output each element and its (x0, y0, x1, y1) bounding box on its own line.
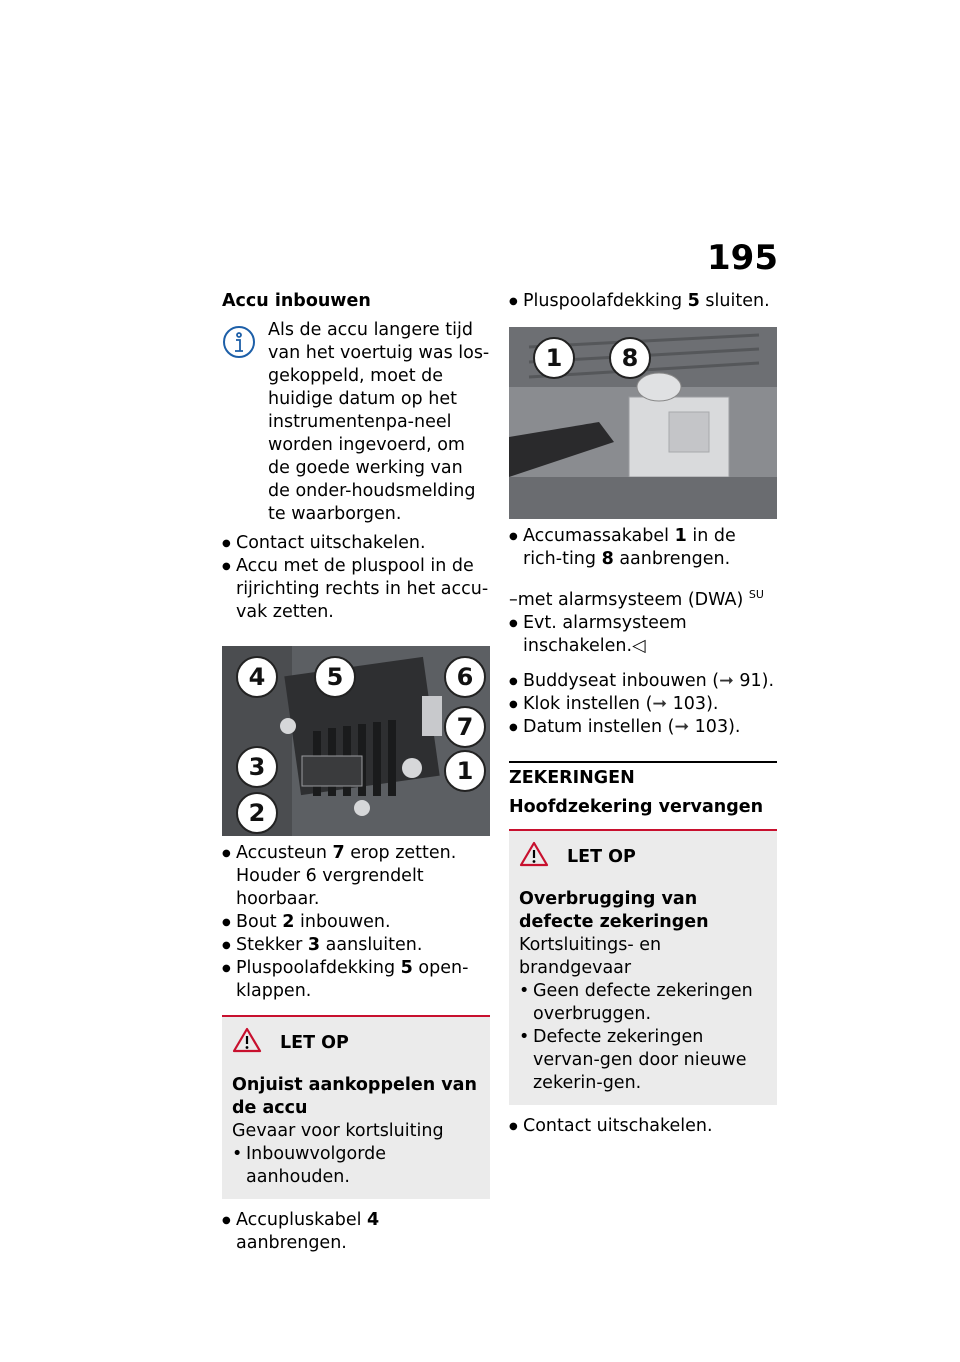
section-heading: Accu inbouwen (222, 291, 371, 311)
cross-reference[interactable]: ● Buddyseat inbouwen (➞ 91). (509, 670, 777, 693)
warning-icon (519, 841, 549, 874)
page-ref-icon: ➞ (674, 716, 695, 737)
list-item: ● Accupluskabel 4 aanbrengen. (222, 1209, 490, 1255)
page-ref-icon: ➞ (719, 670, 740, 691)
subsection-title: Hoofdzekering vervangen (509, 796, 764, 817)
warning-item: • Defecte zekeringen vervan-gen door nieuwe zekerin-gen. (519, 1026, 767, 1095)
warning-label: LET OP (567, 846, 636, 867)
warning-text: Kortsluitings- en brandgevaar (519, 934, 662, 978)
list-item: ● Contact uitschakelen. (222, 532, 490, 555)
info-note (222, 319, 490, 526)
end-mark-icon: ◁ (632, 635, 646, 656)
warning-title: Onjuist aankoppelen van de accu (232, 1075, 477, 1118)
photo-label: 1 (444, 750, 486, 792)
photo-label: 5 (314, 656, 356, 698)
list-item: ● Evt. alarmsysteem inschakelen.◁ (509, 612, 777, 658)
warning-box (509, 829, 777, 1105)
left-column (222, 290, 490, 1255)
battery-photo (222, 646, 490, 836)
photo-label: 8 (609, 337, 651, 379)
right-column (509, 290, 777, 1138)
list-item: ● Accu met de pluspool in de rijrichting rechts in het accu-vak zetten. (222, 555, 490, 624)
photo-label: 1 (533, 337, 575, 379)
list-item: ● Accumassakabel 1 in de rich-ting 8 aanbrengen. (509, 525, 777, 571)
warning-item: • Geen defecte zekeringen overbruggen. (519, 980, 767, 1026)
info-icon (222, 325, 256, 366)
photo-label: 6 (444, 656, 486, 698)
list-item: ● Contact uitschakelen. (509, 1115, 777, 1138)
cross-reference[interactable]: ● Klok instellen (➞ 103). (509, 693, 777, 716)
photo-label: 3 (236, 746, 278, 788)
photo-label: 2 (236, 792, 278, 834)
list-item: ● Pluspoolafdekking 5 sluiten. (509, 290, 777, 313)
warning-text: Gevaar voor kortsluiting (232, 1121, 444, 1141)
list-item: ● Bout 2 inbouwen. (222, 911, 490, 934)
warning-title: Overbrugging van defecte zekeringen (519, 888, 709, 932)
terminal-photo (509, 327, 777, 519)
warning-label: LET OP (280, 1033, 349, 1053)
page-number: 195 (707, 238, 778, 278)
condition-line: –met alarmsysteem (DWA) $^{SU}$ (509, 588, 764, 610)
warning-box (222, 1015, 490, 1199)
cross-reference[interactable]: ● Datum instellen (➞ 103). (509, 716, 777, 739)
warning-item: • Inbouwvolgorde aanhouden. (232, 1143, 480, 1189)
photo-label: 7 (444, 706, 486, 748)
warning-icon (232, 1027, 262, 1060)
info-text: Als de accu langere tijd van het voertuig was los-gekoppeld, moet de huidige datum op het instrumentenpa-neel worden ingevoerd, om de goede werking van de onder-houdsmelding te waarborgen. (268, 320, 490, 524)
list-item: ● Pluspoolafdekking 5 open-klappen. (222, 957, 490, 1003)
photo-label: 4 (236, 656, 278, 698)
list-item: ● Accusteun 7 erop zetten. Houder 6 vergrendelt hoorbaar. (222, 842, 490, 911)
page-ref-icon: ➞ (652, 693, 673, 714)
section-title: ZEKERINGEN (509, 761, 777, 790)
list-item: ● Stekker 3 aansluiten. (222, 934, 490, 957)
